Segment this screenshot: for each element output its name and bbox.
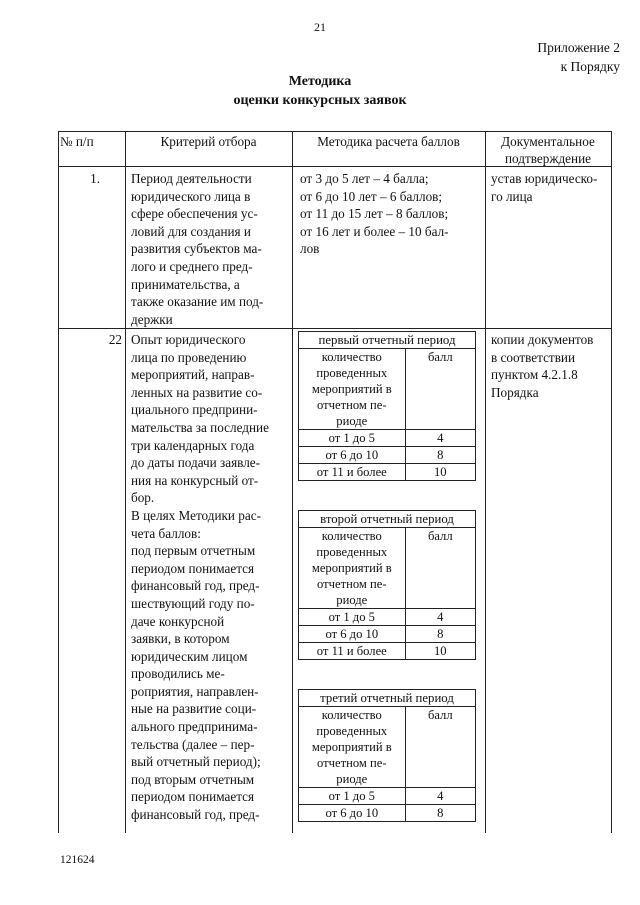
score-cell: 10 [405,464,475,481]
criterion-line: развития субъектов ма- [131,241,262,257]
range-cell: от 1 до 5 [299,609,406,626]
criterion-line: также оказание им под- [131,294,264,310]
subtable-count-header [299,528,406,609]
method-line: лов [300,241,320,257]
header-criterion: Критерий отбора [160,134,257,149]
criterion-line: мательства за последние [131,419,269,435]
subtable-row [299,447,476,464]
criterion-line: ального предпринима- [131,719,258,735]
appendix-label [537,38,620,76]
criterion-line: шествующий году по- [131,595,255,611]
count-header-line: количество [321,529,382,543]
criterion-line: Опыт юридического [131,332,246,347]
criterion-line: В целях Методики рас- [131,507,261,523]
subtable-row [299,609,476,626]
count-header-line: отчетном пе- [317,577,387,591]
count-header-line: риоде [336,593,368,607]
subtable-score-header: балл [405,707,475,788]
count-header-line: мероприятий в [311,740,392,754]
criterion-line: бор. [131,490,155,506]
method-line: от 6 до 10 лет – 6 баллов; [300,188,443,204]
header-document-line-1: Документальное [501,134,595,149]
score-subtable-first-period [298,331,476,481]
row-2-document [491,331,593,401]
criterion-line: под вторым отчетным [131,771,255,787]
document-line: копии документов [491,332,594,347]
criterion-line: вый отчетный период); [131,754,261,770]
footer-code: 121624 [60,854,95,866]
count-header-line: количество [321,350,382,364]
document-line: Порядка [491,384,539,400]
document-title [0,72,640,110]
method-line: от 3 до 5 лет – 4 балла; [300,171,429,186]
header-document-line-2: подтверждение [505,151,591,166]
row-1-number: 1. [90,171,100,186]
criterion-line: мероприятий, направ- [131,367,255,383]
subtable-caption: третий отчетный период [299,690,476,707]
count-header-line: отчетном пе- [317,398,387,412]
column-border [292,131,293,833]
count-header-line: мероприятий в [311,382,392,396]
document-line: го лица [491,188,533,204]
column-border [125,131,126,833]
document-line: пунктом 4.2.1.8 [491,367,578,383]
score-cell: 8 [405,447,475,464]
score-cell: 4 [405,788,475,805]
score-cell: 8 [405,805,475,822]
table-top-border [58,131,611,132]
subtable-row [299,430,476,447]
page-number: 21 [314,20,326,34]
criterion-line: даче конкурсной [131,613,225,629]
subtable-caption: первый отчетный период [299,332,476,349]
count-header-line: количество [321,708,382,722]
title-line-1: Методика [288,74,352,89]
subtable-count-header [299,707,406,788]
count-header-line: проведенных [316,545,388,559]
criterion-line: финансовый год, пред- [131,578,260,594]
criterion-line: ленных на развитие со- [131,384,263,400]
criterion-line: периодом понимается [131,560,255,576]
range-cell: от 11 и более [299,464,406,481]
subtable-row [299,643,476,660]
subtable-row [299,626,476,643]
subtable-row [299,464,476,481]
criterion-line: заявки, в котором [131,631,230,647]
appendix-line-1: Приложение 2 [537,40,620,55]
criterion-line: сфере обеспечения ус- [131,206,258,222]
criterion-line: под первым отчетным [131,543,256,559]
subtable-row [299,788,476,805]
row-1-method [300,170,449,258]
header-num: № п/п [60,134,94,149]
criterion-line: юридическим лицом [131,648,248,664]
method-line: от 16 лет и более – 10 бал- [300,223,449,239]
subtable-caption: второй отчетный период [299,511,476,528]
count-header-line: риоде [336,772,368,786]
header-method: Методика расчета баллов [317,134,460,149]
document-line: устав юридическо- [491,171,598,186]
criterion-line: тельства (далее – пер- [131,736,255,752]
criterion-line: чета баллов: [131,525,201,541]
column-border [485,131,486,833]
criterion-line: периодом понимается [131,789,255,805]
range-cell: от 1 до 5 [299,788,406,805]
criterion-line: циального предприни- [131,402,258,418]
subtable-score-header: балл [405,349,475,430]
criterion-line: три календарных года [131,437,255,453]
document-line: в соответствии [491,349,576,365]
column-border [58,131,59,833]
score-cell: 10 [405,643,475,660]
column-border [611,131,612,833]
score-subtable-third-period [298,689,476,822]
row-1-document [491,170,597,205]
criterion-line: финансовый год, пред- [131,807,260,823]
count-header-line: мероприятий в [311,561,392,575]
criterion-line: ния на конкурсный от- [131,472,259,488]
criterion-line: юридического лица в [131,188,251,204]
range-cell: от 6 до 10 [299,805,406,822]
count-header-line: проведенных [316,724,388,738]
range-cell: от 6 до 10 [299,447,406,464]
criterion-line: принимательства, а [131,276,240,292]
range-cell: от 11 и более [299,643,406,660]
row-2-number: 22 [108,332,122,347]
appendix-line-2: к Порядку [560,59,620,74]
criterion-line: лица по проведению [131,349,247,365]
score-cell: 8 [405,626,475,643]
count-header-line: риоде [336,414,368,428]
criterion-line: лого и среднего пред- [131,258,253,274]
range-cell: от 6 до 10 [299,626,406,643]
criterion-line: роприятия, направлен- [131,683,259,699]
title-line-2: оценки конкурсных заявок [233,93,407,108]
count-header-line: проведенных [316,366,388,380]
criterion-line: проводились ме- [131,666,225,682]
range-cell: от 1 до 5 [299,430,406,447]
criterion-line: Период деятельности [131,171,252,186]
subtable-count-header [299,349,406,430]
score-cell: 4 [405,609,475,626]
criterion-line: ловий для создания и [131,223,251,239]
count-header-line: отчетном пе- [317,756,387,770]
subtable-row [299,805,476,822]
row-1-criterion [131,170,263,328]
row-2-criterion [131,331,269,824]
method-line: от 11 до 15 лет – 8 баллов; [300,206,449,222]
header-document [487,133,609,167]
criterion-line: до даты подачи заявле- [131,455,261,471]
criterion-line: держки [131,311,173,327]
subtable-score-header: балл [405,528,475,609]
criterion-line: ные на развитие соци- [131,701,257,717]
score-cell: 4 [405,430,475,447]
score-subtable-second-period [298,510,476,660]
